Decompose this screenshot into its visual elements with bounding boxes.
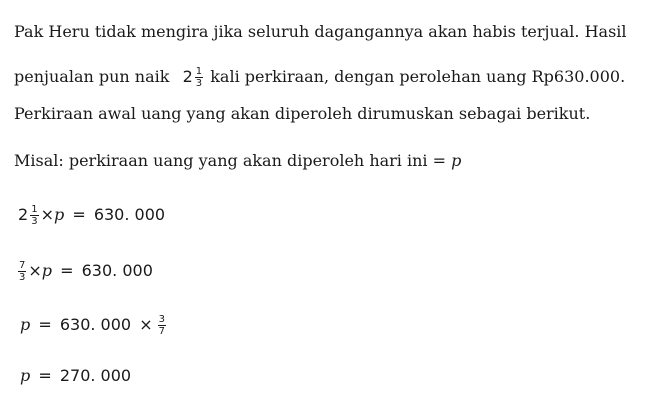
eq3-times: ×: [139, 315, 153, 334]
eq2-denominator: 3: [19, 272, 26, 283]
paragraph-2-text-after: kali perkiraan, dengan perolehan uang Rp630.000.: [210, 67, 626, 86]
eq2-variable: p: [41, 261, 53, 280]
mixed-number-whole: 2: [182, 67, 193, 86]
eq3-value: 630. 000: [59, 315, 132, 334]
eq3-denominator: 7: [158, 326, 165, 337]
paragraph-1: [14, 22, 641, 42]
paragraph-4: [14, 151, 641, 171]
equation-1: [18, 204, 165, 227]
eq1-times: ×: [40, 205, 54, 224]
eq1-rhs: 630. 000: [93, 205, 166, 224]
paragraph-4-text: Misal: perkiraan uang yang akan diperoleh hari ini =: [14, 151, 447, 170]
eq2-equals: =: [60, 261, 74, 280]
eq1-numerator: 1: [31, 204, 38, 215]
paragraph-3-text: Perkiraan awal uang yang akan diperoleh dirumuskan sebagai berikut.: [14, 104, 591, 123]
equation-3: [20, 314, 168, 337]
eq4-variable: p: [20, 366, 31, 385]
eq3-equals: =: [38, 315, 52, 334]
mixed-number-fraction: [195, 66, 203, 89]
fraction-numerator: 1: [195, 66, 203, 77]
eq3-numerator: 3: [158, 314, 165, 325]
paragraph-2-text-before: penjualan pun naik: [14, 67, 170, 86]
eq1-fraction: [30, 204, 38, 227]
eq3-variable: p: [20, 315, 31, 334]
eq2-numerator: 7: [19, 260, 26, 271]
eq4-equals: =: [38, 366, 52, 385]
paragraph-2: [14, 66, 641, 89]
eq4-rhs: 270. 000: [59, 366, 132, 385]
fraction-denominator: 3: [195, 78, 203, 89]
eq2-times: ×: [28, 261, 42, 280]
eq1-variable: p: [53, 205, 65, 224]
eq1-equals: =: [72, 205, 86, 224]
paragraph-3: [14, 104, 641, 124]
paragraph-1-text: Pak Heru tidak mengira jika seluruh dagangannya akan habis terjual. Hasil: [14, 22, 627, 41]
eq1-whole: 2: [18, 205, 29, 224]
eq3-fraction: [158, 314, 166, 337]
equation-2: [18, 260, 153, 283]
eq2-rhs: 630. 000: [81, 261, 153, 280]
variable-p: p: [451, 151, 462, 170]
equation-4: [20, 366, 131, 386]
eq2-fraction: [18, 260, 26, 283]
mixed-number: [182, 66, 206, 89]
eq1-denominator: 3: [31, 216, 38, 227]
